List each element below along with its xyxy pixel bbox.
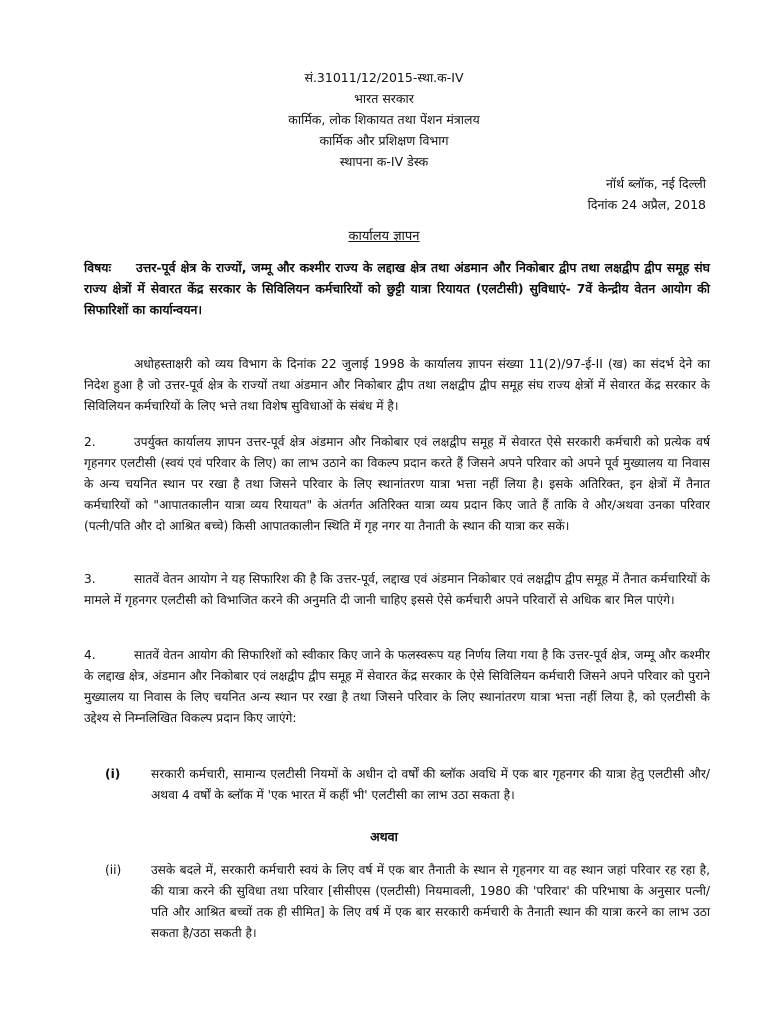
file-number: सं.31011/12/2015-स्था.क-IV — [304, 70, 464, 85]
option-ii-marker: (ii) — [105, 863, 122, 877]
paragraph-2 — [84, 432, 710, 537]
paragraph-4 — [84, 645, 710, 729]
paragraph-2-number: 2. — [84, 435, 96, 449]
paragraph-2-text: उपर्युक्त कार्यालय ज्ञापन उत्तर-पूर्व क्षेत्र अंडमान और निकोबार एवं लक्षद्वीप समूह में सेवारत ऐसे सरकारी कर्मचारी को प्रत्येक वर्ष गृहनगर एलटीसी (स्वयं एवं परिवार के लिए) का लाभ उठाने का विकल्प प्रदान करते हैं जिसने अपने परिवार को अपने पूर्व मुख्यालय या निवास के अन्य चयनित स्थान पर रखा है तथा जिसने परिवार के लिए स्थानांतरण यात्रा भत्ता नहीं लिया है। इसके अतिरिक्त, इन क्षेत्रों में तैनात कर्मचारियों को "आपातकालीन यात्रा व्यय रियायत" के अंतर्गत अतिरिक्त यात्रा व्यय प्रदान किए जाते हैं ताकि वे और/अथवा उनका परिवार (पत्नी/पति और दो आश्रित बच्चे) किसी आपातकालीन स्थिति में गृह नगर या तैनाती के स्थान की यात्रा कर सकें। — [84, 435, 710, 533]
option-ii — [84, 860, 710, 944]
option-i-marker: (i) — [105, 767, 121, 781]
subject-block — [84, 257, 710, 320]
or-separator: अथवा — [370, 829, 398, 844]
issue-place: नॉर्थ ब्लॉक, नई दिल्ली — [605, 176, 706, 191]
paragraph-1 — [84, 354, 710, 417]
desk-name: स्थापना क-IV डेस्क — [339, 154, 429, 169]
issue-date: दिनांक 24 अप्रैल, 2018 — [587, 197, 706, 212]
paragraph-4-text: सातवें वेतन आयोग की सिफारिशों को स्वीकार किए जाने के फलस्वरूप यह निर्णय लिया गया है कि उत्तर-पूर्व क्षेत्र, जम्मू और कश्मीर के लद्दाख क्षेत्र, अंडमान और निकोबार एवं लक्षद्वीप द्वीप समूह में सेवारत केंद्र सरकार के ऐसे सिविलियन कर्मचारी जिसने अपने परिवार को पुराने मुख्यालय या निवास के लिए चयनित अन्य स्थान पर रखा है तथा जिसने परिवार के लिए स्थानांतरण यात्रा भत्ता नहीं लिया है, को एलटीसी के उद्देश्य से निम्नलिखित विकल्प प्रदान किए जाएंगे: — [84, 648, 710, 725]
subject-label: विषयः — [84, 260, 111, 275]
option-ii-text: उसके बदले में, सरकारी कर्मचारी स्वयं के लिए वर्ष में एक बार तैनाती के स्थान से गृहनगर या वह स्थान जहां परिवार रह रहा है, की यात्रा करने की सुविधा तथा परिवार [सीसीएस (एलटीसी) नियमावली, 1980 की 'परिवार' की परिभाषा के अनुसार पत्नी/पति और आश्रित बच्चों तक ही सीमित] के लिए वर्ष में एक बार सरकारी कर्मचारी के तैनाती स्थान की यात्रा करने का लाभ उठा सकता है/उठा सकती है। — [151, 863, 710, 940]
government-name: भारत सरकार — [354, 91, 414, 106]
subject-text: उत्तर-पूर्व क्षेत्र के राज्यों, जम्मू और कश्मीर राज्य के लद्दाख क्षेत्र तथा अंडमान और निकोबार द्वीप तथा लक्षद्वीप द्वीप समूह संघ राज्य क्षेत्रों में सेवारत केंद्र सरकार के सिविलियन कर्मचारियों को छुट्टी यात्रा रियायत (एलटीसी) सुविधाएं- 7वें केन्द्रीय वेतन आयोग की सिफारिशों का कार्यान्वयन। — [84, 260, 710, 317]
option-i — [84, 764, 710, 806]
paragraph-3-number: 3. — [84, 572, 96, 586]
paragraph-3 — [84, 569, 710, 611]
paragraph-3-text: सातवें वेतन आयोग ने यह सिफारिश की है कि उत्तर-पूर्व, लद्दाख एवं अंडमान निकोबार एवं लक्षद्वीप द्वीप समूह में तैनात कर्मचारियों के मामले में गृहनगर एलटीसी को विभाजित करने की अनुमति दी जानी चाहिए इससे ऐसे कर्मचारी अपने परिवारों से अधिक बार मिल पाएंगे। — [84, 572, 710, 607]
ministry-name: कार्मिक, लोक शिकायत तथा पेंशन मंत्रालय — [288, 112, 480, 127]
paragraph-4-number: 4. — [84, 648, 96, 662]
option-i-text: सरकारी कर्मचारी, सामान्य एलटीसी नियमों के अधीन दो वर्षों की ब्लॉक अवधि में एक बार गृहनगर की यात्रा हेतु एलटीसी और/अथवा 4 वर्षों के ब्लॉक में 'एक भारत में कहीं भी' एलटीसी का लाभ उठा सकता है। — [151, 767, 710, 802]
paragraph-1-text: अधोहस्ताक्षरी को व्यय विभाग के दिनांक 22 जुलाई 1998 के कार्यालय ज्ञापन संख्या 11(2)/97-ई-II (ख) का संदर्भ देने का निदेश हुआ है जो उत्तर-पूर्व क्षेत्र के राज्यों तथा अंडमान और निकोबार द्वीप तथा लक्षद्वीप द्वीप समूह संघ राज्य क्षेत्रों में सेवारत केंद्र सरकार के सिविलियन कर्मचारियों के लिए भत्ते तथा विशेष सुविधाओं के संबंध में है। — [84, 357, 710, 413]
memo-title: कार्यालय ज्ञापन — [348, 229, 420, 244]
department-name: कार्मिक और प्रशिक्षण विभाग — [319, 133, 449, 148]
